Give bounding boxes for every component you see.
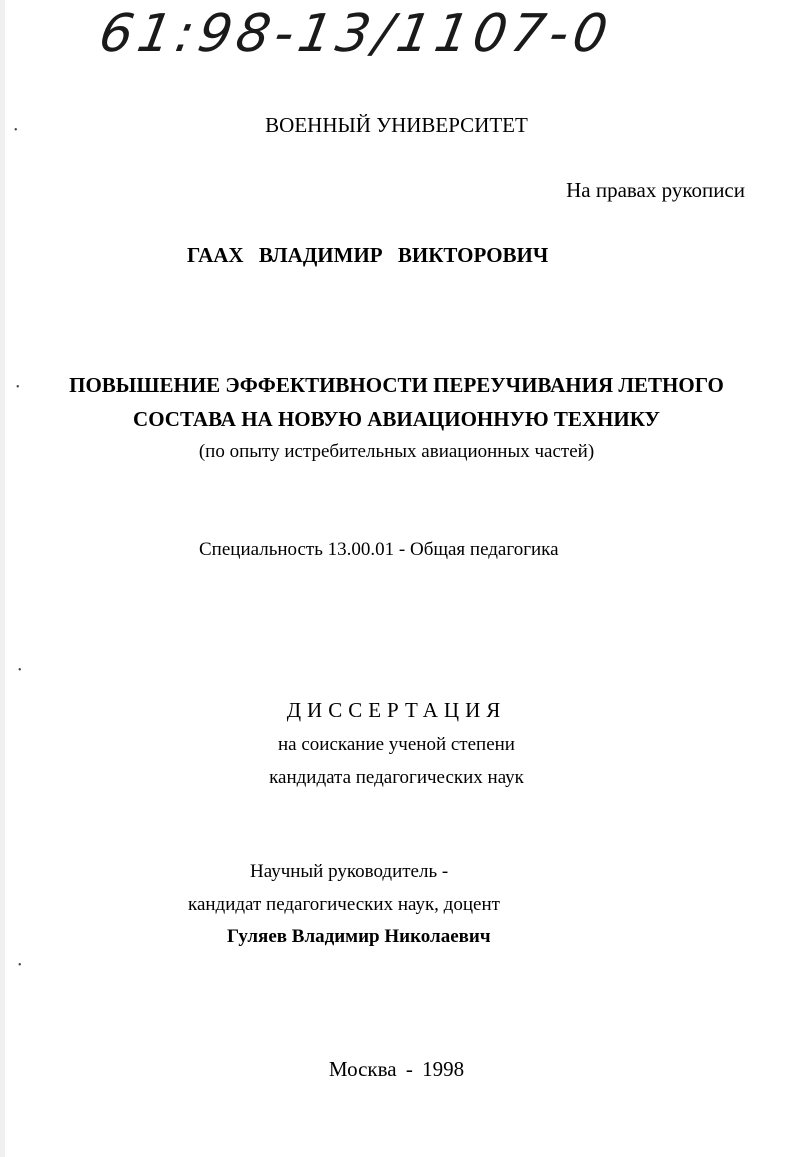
city-year: Москва - 1998: [328, 1057, 465, 1081]
degree-line-2: кандидата педагогических наук: [269, 767, 524, 788]
handwritten-archive-number: 61:98-13/1107-0: [94, 4, 617, 64]
scan-speck: •: [16, 382, 20, 393]
specialty: Специальность 13.00.01 - Общая педагогика: [199, 539, 559, 560]
degree-line-1: на соискание ученой степени: [278, 734, 515, 755]
scan-speck: •: [14, 125, 18, 136]
institution-name: ВОЕННЫЙ УНИВЕРСИТЕТ: [265, 113, 528, 137]
advisor-rank: кандидат педагогических наук, доцент: [188, 894, 500, 915]
title-line-2: СОСТАВА НА НОВУЮ АВИАЦИОННУЮ ТЕХНИКУ: [133, 407, 660, 431]
subtitle: (по опыту истребительных авиационных частей): [198, 441, 595, 462]
author-name: ГААХ ВЛАДИМИР ВИКТОРОВИЧ: [187, 243, 549, 267]
advisor-name: Гуляев Владимир Николаевич: [227, 926, 491, 947]
scan-edge-shadow: [0, 0, 5, 1157]
title-line-1: ПОВЫШЕНИЕ ЭФФЕКТИВНОСТИ ПЕРЕУЧИВАНИЯ ЛЕТНОГО: [69, 373, 724, 397]
dissertation-title: ДИССЕРТАЦИЯ: [286, 698, 507, 722]
scan-speck: •: [18, 960, 22, 971]
scan-speck: •: [18, 665, 22, 676]
manuscript-note: На правах рукописи: [566, 178, 745, 202]
advisor-label: Научный руководитель -: [250, 861, 449, 882]
